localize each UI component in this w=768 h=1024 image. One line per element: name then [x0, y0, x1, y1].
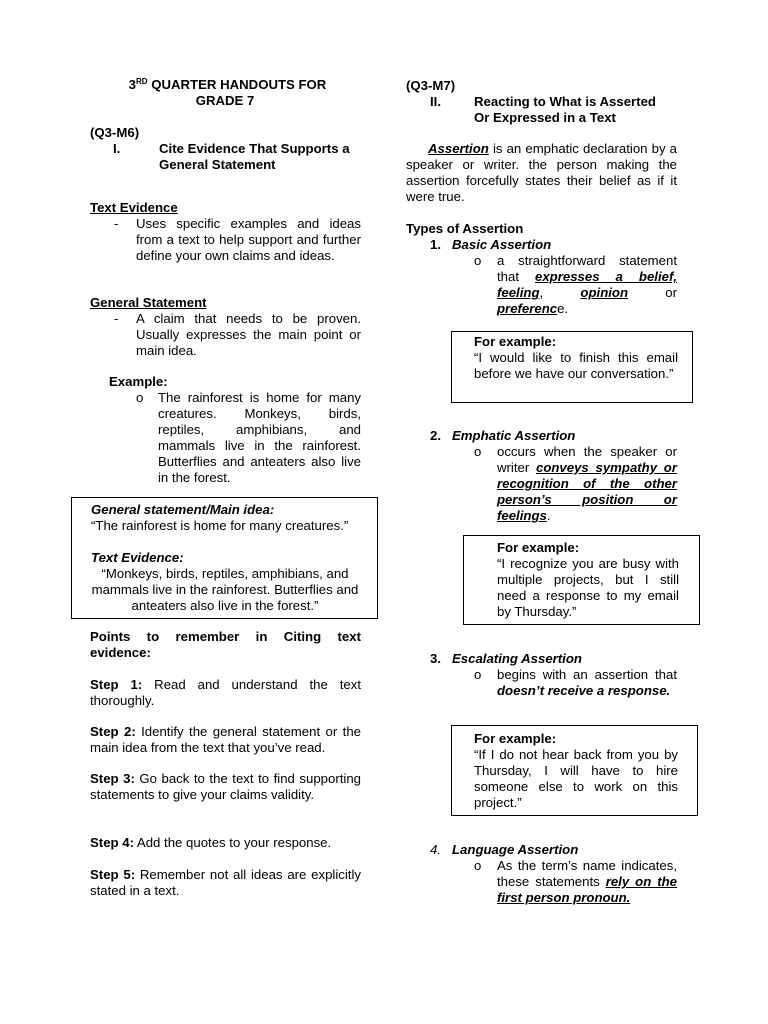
types-heading: Types of Assertion: [406, 221, 524, 236]
type-1-name: Basic Assertion: [452, 237, 552, 252]
assertion-definition: Assertion is an emphatic declaration by a speaker or writer. the person making the assertion forcefully states their belief as if it were true.: [406, 141, 677, 204]
document-title: 3RD QUARTER HANDOUTS FOR: [128, 77, 327, 92]
type-3-example-label: For example:: [474, 731, 557, 746]
step-2: Step 2: Identify the general statement or the main idea from the text that you’ve read.: [90, 724, 361, 755]
example-heading: Example:: [109, 374, 168, 389]
type-1-example-quote: “I would like to finish this email before we have our conversation.”: [474, 350, 678, 381]
example-paragraph: The rainforest is home for many creatures. Monkeys, birds, reptiles, amphibians, and mammals live in the rainforest. Butterflies and anteaters also live in the forest.: [158, 390, 361, 485]
text-evidence-definition: Uses specific examples and ideas from a text to help support and further define your own claims and ideas.: [136, 216, 361, 263]
section-numeral-2: II.: [430, 94, 441, 109]
section-numeral-1: I.: [113, 141, 121, 156]
type-4-description: As the term’s name indicates, these statements rely on the first person pronoun.: [497, 858, 677, 905]
type-1-example-box: [451, 331, 693, 403]
general-statement-dash: -: [114, 311, 119, 326]
example-bullet: o: [136, 390, 144, 405]
main-idea-quote: “The rainforest is home for many creatures.”: [91, 518, 349, 533]
section-title-2: Reacting to What is Asserted Or Expressed in a Text: [474, 94, 656, 125]
type-1-number: 1.: [430, 237, 441, 252]
type-2-example-label: For example:: [497, 540, 580, 555]
type-2-example-quote: “I recognize you are busy with multiple projects, but I still need a response to my email by Thursday.”: [497, 556, 679, 619]
points-to-remember-heading: Points to remember in Citing text evidence:: [90, 629, 361, 660]
box-text-evidence-quote: “Monkeys, birds, reptiles, amphibians, and mammals live in the rainforest. Butterflies and anteaters also live in the forest.”: [91, 566, 359, 613]
type-3-description: begins with an assertion that doesn’t receive a response.: [497, 667, 677, 698]
type-3-example-box: [451, 725, 698, 816]
type-3-bullet: o: [474, 667, 482, 682]
document-title-grade: GRADE 7: [195, 93, 255, 108]
step-3: Step 3: Go back to the text to find supporting statements to give your claims validity.: [90, 771, 361, 802]
type-2-number: 2.: [430, 428, 441, 443]
main-idea-label: General statement/Main idea:: [91, 502, 275, 517]
type-3-name: Escalating Assertion: [452, 651, 582, 666]
type-2-description: occurs when the speaker or writer conveys sympathy or recognition of the other person’s position or feelings.: [497, 444, 677, 523]
step-4: Step 4: Add the quotes to your response.: [90, 835, 332, 850]
type-3-number: 3.: [430, 651, 441, 666]
type-4-number: 4.: [430, 842, 441, 857]
type-1-example-label: For example:: [474, 334, 557, 349]
step-1: Step 1: Read and understand the text thoroughly.: [90, 677, 361, 708]
evidence-example-box: [71, 497, 378, 619]
type-4-bullet: o: [474, 858, 482, 873]
type-4-name: Language Assertion: [452, 842, 579, 857]
general-statement-definition: A claim that needs to be proven. Usually expresses the main point or main idea.: [136, 311, 361, 358]
box-text-evidence-label: Text Evidence:: [91, 550, 184, 565]
text-evidence-dash: -: [114, 216, 119, 231]
module-code-m7: (Q3-M7): [406, 78, 456, 93]
section-title-1: Cite Evidence That Supports a General Statement: [159, 141, 350, 172]
module-code-m6: (Q3-M6): [90, 125, 140, 140]
type-3-example-quote: “If I do not hear back from you by Thursday, I will have to hire someone else to work on this project.”: [474, 747, 678, 810]
general-statement-heading: General Statement: [90, 295, 207, 310]
type-1-bullet: o: [474, 253, 482, 268]
type-1-description: a straightforward statement that expresses a belief, feeling, opinion or preference.: [497, 253, 678, 316]
type-2-name: Emphatic Assertion: [452, 428, 576, 443]
type-2-example-box: [463, 535, 700, 625]
step-5: Step 5: Remember not all ideas are explicitly stated in a text.: [90, 867, 361, 898]
text-evidence-heading: Text Evidence: [90, 200, 178, 215]
type-2-bullet: o: [474, 444, 482, 459]
